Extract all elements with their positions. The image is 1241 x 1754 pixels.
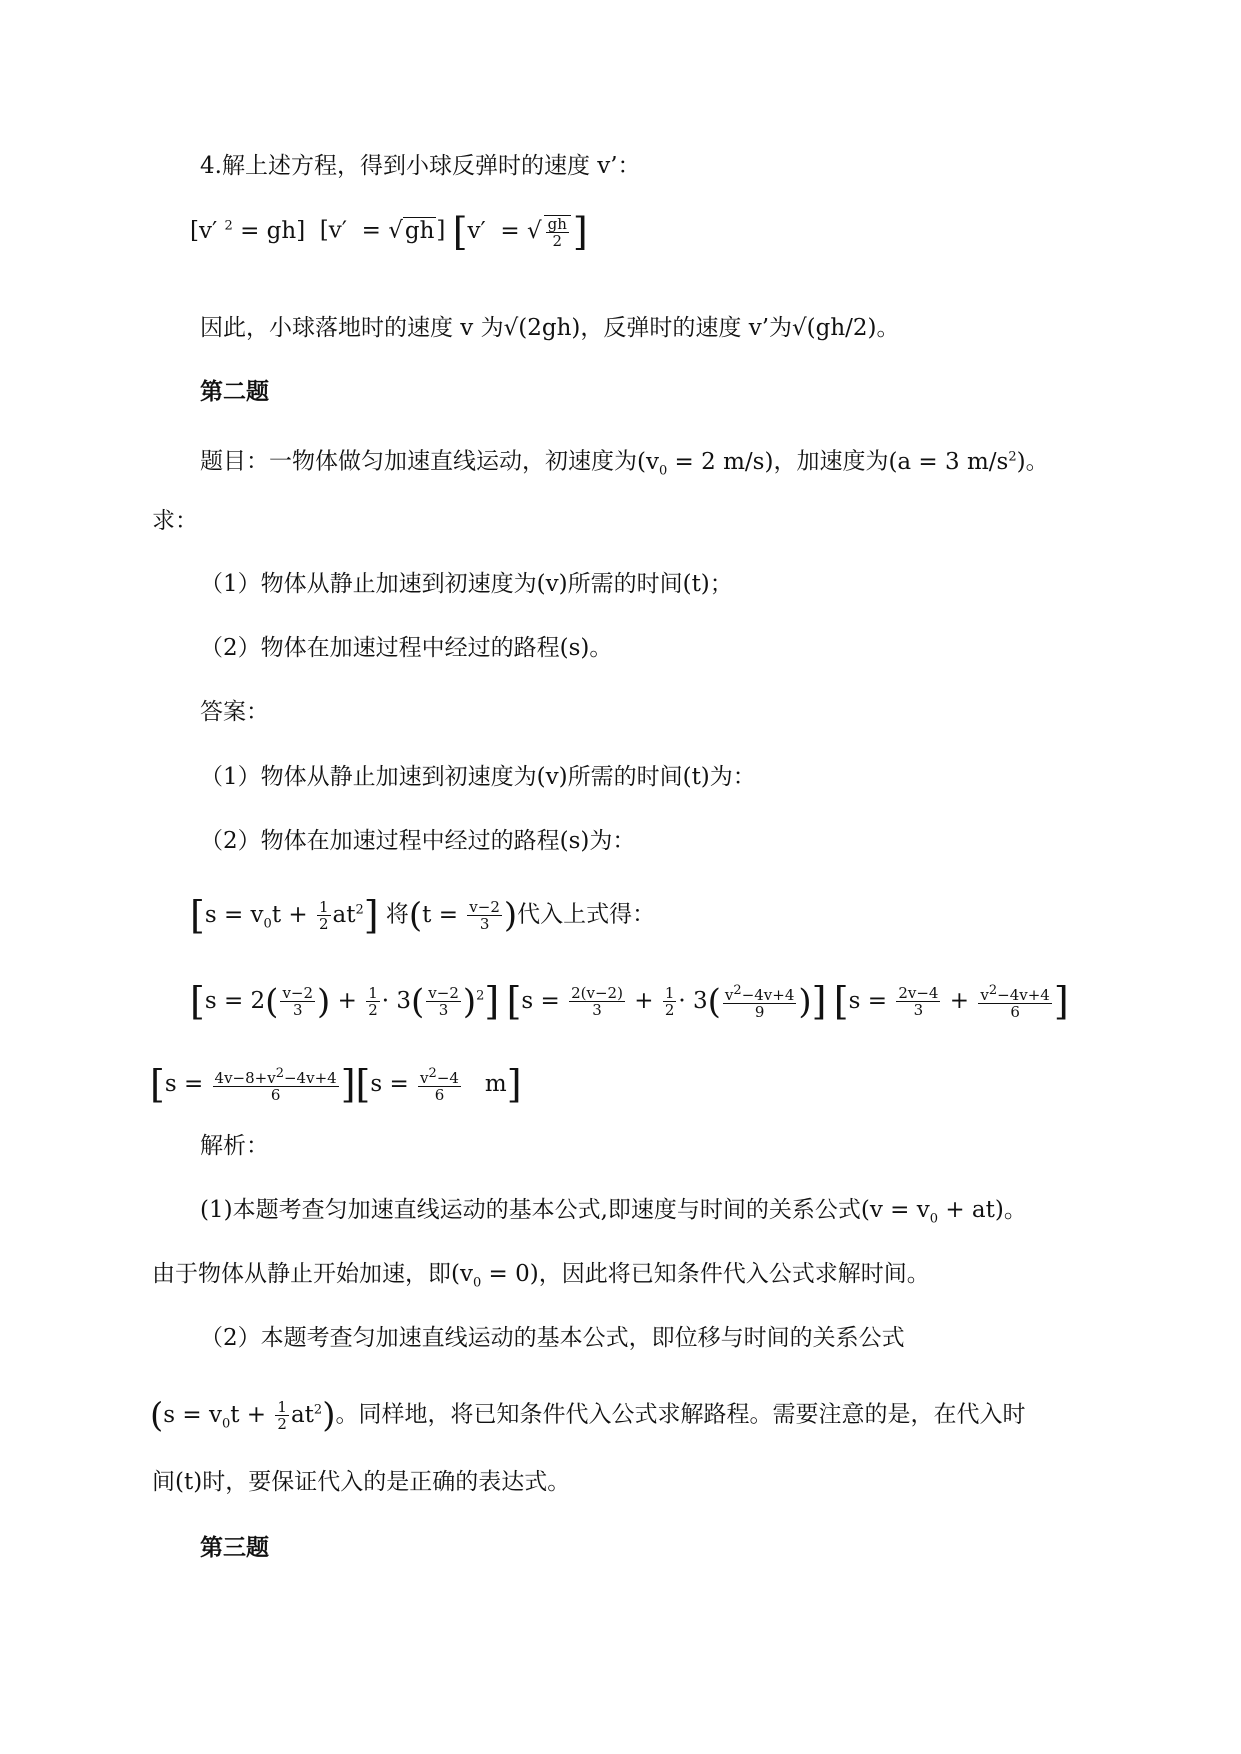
answer-part-2: （2）物体在加速过程中经过的路程(s)为： — [200, 828, 636, 854]
displacement-formula: [$s = v_0t$ + $\frac{1}{2}$ $at^2$] 将(t = $\frac{v-2}{3}$ )代入上式得： — [190, 893, 656, 938]
question-continuation: 求： — [152, 508, 198, 534]
question-part-2: （2）物体在加速过程中经过的路程(s)。 — [200, 635, 613, 661]
analysis-part-1-continued: 由于物体从静止开始加速，即$(v_0 = 0)$，因此将已知条件代入公式求解时间。 — [152, 1261, 930, 1291]
analysis-part-2-end: 间(t)时，要保证代入的是正确的表达式。 — [152, 1469, 571, 1495]
answer-label: 答案： — [200, 699, 269, 725]
analysis-part-2-continued: ($s = v_0t$ + $\frac{1}{2}$ $at^2$)。同样地，将已知条件代入公式求解路程。需要注意的是，在代入时 — [150, 1395, 1026, 1436]
question-part-1: （1）物体从静止加速到初速度为(v)所需的时间(t)； — [200, 571, 733, 597]
velocity-equations: [v′ $^2$ = gh] [v′ = √gh] [v′ = √ $\frac{gh}{2}$ ] — [190, 209, 588, 254]
section-title-3: 第三题 — [200, 1534, 269, 1561]
step4-text: 4.解上述方程，得到小球反弹时的速度 v’： — [200, 153, 641, 179]
section-title-2: 第二题 — [200, 378, 269, 405]
answer-part-1: （1）物体从静止加速到初速度为(v)所需的时间(t)为： — [200, 764, 756, 790]
substitution-steps: [s = 2( $\frac{v-2}{3}$ ) + $\frac{1}{2}$ · 3( $\frac{v-2}{3}$ )$^2$] [s = $\frac{2(v-2)}{3}$ + $\frac{1}{2}$ · 3( $\frac{v^2-4v+4}{9}$ )] [s = $\frac{2v-4}{3}$ + $\frac{v^2-4v+4}{6}$ ] — [190, 979, 1069, 1024]
question-text: 题目：一物体做匀加速直线运动，初速度为($v_0 = 2$ m/s)，加速度为(a = 3 $m/s^2$)。 — [200, 448, 1049, 479]
analysis-label: 解析： — [200, 1133, 269, 1159]
conclusion-text: 因此，小球落地时的速度 v 为√(2gh)，反弹时的速度 v’为√(gh/2)。 — [200, 315, 900, 341]
analysis-part-1: (1)本题考查匀加速直线运动的基本公式,即速度与时间的关系公式$(v = v_0 + at)$。 — [200, 1197, 1027, 1227]
analysis-part-2: （2）本题考查匀加速直线运动的基本公式，即位移与时间的关系公式 — [200, 1325, 905, 1351]
simplification-steps: [s = $\frac{4v-8+v^2-4v+4}{6}$ ][s = $\frac{v^2-4}{6}$ m] — [150, 1062, 522, 1107]
